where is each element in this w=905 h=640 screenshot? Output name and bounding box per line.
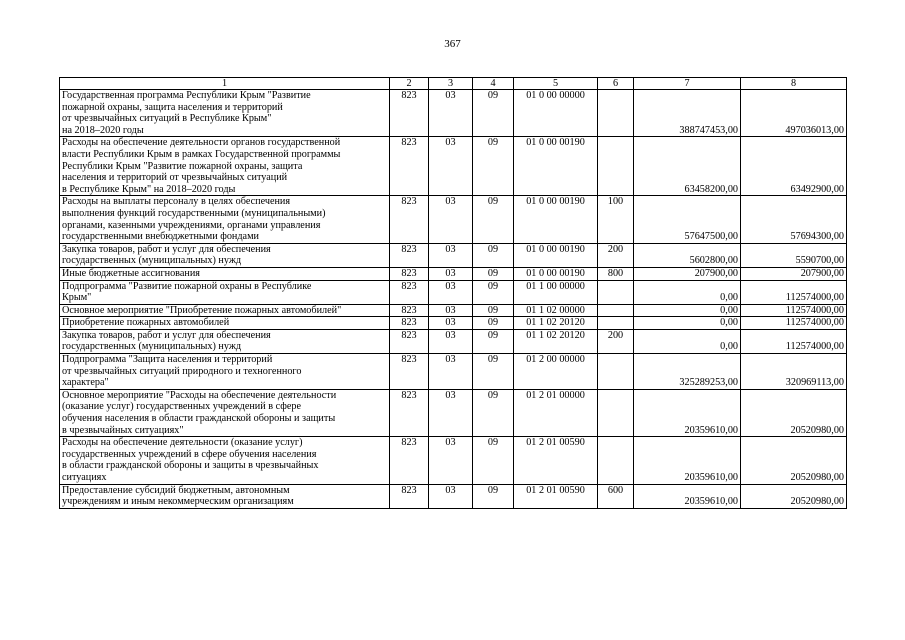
section-code: 03 — [429, 484, 473, 508]
description-line: Приобретение пожарных автомобилей — [62, 317, 230, 329]
description-line: государственных (муниципальных) нужд — [62, 255, 242, 267]
table-row — [60, 437, 847, 484]
expense-type-code: 600 — [598, 484, 634, 508]
column-header-3: 3 — [429, 78, 473, 90]
table-row — [60, 267, 847, 280]
subsection-code: 09 — [473, 437, 514, 484]
description-line: Расходы на выплаты персоналу в целях обеспечения — [62, 196, 291, 208]
page-number: 367 — [444, 38, 461, 50]
table-body — [60, 90, 847, 509]
table-row — [60, 243, 847, 267]
expense-type-code — [598, 317, 634, 330]
description-line: на 2018–2020 годы — [62, 124, 144, 136]
amount-2019: 20359610,00 — [634, 437, 741, 484]
subsection-code: 09 — [473, 329, 514, 353]
description-line: в области гражданской обороны и защиты в чрезвычайных — [62, 460, 319, 472]
subsection-code: 09 — [473, 484, 514, 508]
description-line: от чрезвычайных ситуаций в Республике Крым" — [62, 113, 272, 125]
section-code: 03 — [429, 354, 473, 390]
amount-2019: 20359610,00 — [634, 389, 741, 436]
target-article-code: 01 2 01 00000 — [514, 389, 598, 436]
subsection-code: 09 — [473, 389, 514, 436]
row-description — [60, 90, 390, 137]
table-row — [60, 484, 847, 508]
amount-2020: 112574000,00 — [741, 280, 847, 304]
expense-type-code — [598, 90, 634, 137]
ministry-code: 823 — [390, 304, 429, 317]
expense-type-code — [598, 137, 634, 196]
ministry-code: 823 — [390, 267, 429, 280]
section-code: 03 — [429, 137, 473, 196]
description-line: обучения населения в области гражданской обороны и защиты — [62, 413, 336, 425]
column-header-8: 8 — [741, 78, 847, 90]
target-article-code: 01 1 02 20120 — [514, 317, 598, 330]
table-row — [60, 137, 847, 196]
description-line: от чрезвычайных ситуаций природного и техногенного — [62, 365, 302, 377]
subsection-code: 09 — [473, 267, 514, 280]
target-article-code: 01 0 00 00190 — [514, 137, 598, 196]
description-line: Подпрограмма "Развитие пожарной охраны в Республике — [62, 280, 312, 292]
description-line: Основное мероприятие "Расходы на обеспечение деятельности — [62, 389, 337, 401]
row-description — [60, 484, 390, 508]
subsection-code: 09 — [473, 317, 514, 330]
amount-2019: 0,00 — [634, 280, 741, 304]
table-row — [60, 196, 847, 243]
description-line: в чрезвычайных ситуациях" — [62, 424, 184, 436]
section-code: 03 — [429, 317, 473, 330]
expense-type-code — [598, 354, 634, 390]
table-row — [60, 354, 847, 390]
target-article-code: 01 1 02 20120 — [514, 329, 598, 353]
amount-2019: 5602800,00 — [634, 243, 741, 267]
subsection-code: 09 — [473, 280, 514, 304]
description-line: Расходы на обеспечение деятельности (оказание услуг) — [62, 437, 303, 449]
description-line: Предоставление субсидий бюджетным, автономным — [62, 484, 290, 496]
description-line: в Республике Крым" на 2018–2020 годы — [62, 183, 236, 195]
row-description — [60, 317, 390, 330]
section-code: 03 — [429, 437, 473, 484]
table-row — [60, 329, 847, 353]
description-line: выполнения функций государственными (муниципальными) — [62, 207, 326, 219]
description-line: государственных (муниципальных) нужд — [62, 341, 242, 353]
amount-2020: 20520980,00 — [741, 437, 847, 484]
expense-type-code — [598, 304, 634, 317]
ministry-code: 823 — [390, 90, 429, 137]
ministry-code: 823 — [390, 329, 429, 353]
description-line: пожарной охраны, защита населения и территорий — [62, 101, 283, 113]
column-header-7: 7 — [634, 78, 741, 90]
amount-2019: 0,00 — [634, 329, 741, 353]
expense-type-code — [598, 437, 634, 484]
section-code: 03 — [429, 304, 473, 317]
section-code: 03 — [429, 329, 473, 353]
amount-2020: 57694300,00 — [741, 196, 847, 243]
expense-type-code — [598, 389, 634, 436]
amount-2020: 320969113,00 — [741, 354, 847, 390]
description-line: Государственная программа Республики Крым "Развитие — [62, 90, 311, 101]
ministry-code: 823 — [390, 354, 429, 390]
row-description — [60, 329, 390, 353]
ministry-code: 823 — [390, 196, 429, 243]
amount-2019: 57647500,00 — [634, 196, 741, 243]
subsection-code: 09 — [473, 137, 514, 196]
expense-type-code: 200 — [598, 329, 634, 353]
row-description — [60, 354, 390, 390]
amount-2019: 0,00 — [634, 317, 741, 330]
description-line: (оказание услуг) государственных учреждений в сфере — [62, 401, 301, 413]
amount-2020: 63492900,00 — [741, 137, 847, 196]
amount-2020: 20520980,00 — [741, 389, 847, 436]
description-line: органами, казенными учреждениями, органами управления — [62, 219, 321, 231]
subsection-code: 09 — [473, 304, 514, 317]
amount-2020: 5590700,00 — [741, 243, 847, 267]
amount-2019: 0,00 — [634, 304, 741, 317]
ministry-code: 823 — [390, 317, 429, 330]
description-line: власти Республики Крым в рамках Государственной программы — [62, 148, 341, 160]
description-line: Закупка товаров, работ и услуг для обеспечения — [62, 329, 271, 341]
table-row — [60, 90, 847, 137]
amount-2020: 112574000,00 — [741, 304, 847, 317]
target-article-code: 01 2 01 00590 — [514, 484, 598, 508]
description-line: государственных учреждений в сфере обучения населения — [62, 448, 317, 460]
amount-2019: 388747453,00 — [634, 90, 741, 137]
amount-2019: 20359610,00 — [634, 484, 741, 508]
section-code: 03 — [429, 243, 473, 267]
expense-type-code: 200 — [598, 243, 634, 267]
description-line: населения и территорий от чрезвычайных ситуаций — [62, 172, 288, 184]
description-line: государственными внебюджетными фондами — [62, 231, 259, 243]
row-description — [60, 267, 390, 280]
row-description — [60, 304, 390, 317]
subsection-code: 09 — [473, 243, 514, 267]
row-description — [60, 280, 390, 304]
description-line: Республики Крым "Развитие пожарной охраны, защита — [62, 160, 303, 172]
amount-2020: 20520980,00 — [741, 484, 847, 508]
description-line: Крым" — [62, 292, 92, 304]
amount-2019: 63458200,00 — [634, 137, 741, 196]
section-code: 03 — [429, 280, 473, 304]
description-line: Основное мероприятие "Приобретение пожарных автомобилей" — [62, 304, 342, 316]
amount-2020: 497036013,00 — [741, 90, 847, 137]
row-description — [60, 196, 390, 243]
description-line: учреждениям и иным некоммерческим организациям — [62, 496, 294, 508]
row-description — [60, 437, 390, 484]
ministry-code: 823 — [390, 280, 429, 304]
description-line: Закупка товаров, работ и услуг для обеспечения — [62, 243, 271, 255]
section-code: 03 — [429, 196, 473, 243]
column-header-2: 2 — [390, 78, 429, 90]
row-description — [60, 243, 390, 267]
target-article-code: 01 0 00 00000 — [514, 90, 598, 137]
table-header-row — [60, 78, 847, 90]
description-line: Подпрограмма "Защита населения и территорий — [62, 354, 273, 366]
section-code: 03 — [429, 389, 473, 436]
description-line: характера" — [62, 377, 109, 389]
amount-2019: 207900,00 — [634, 267, 741, 280]
target-article-code: 01 2 01 00590 — [514, 437, 598, 484]
subsection-code: 09 — [473, 90, 514, 137]
description-line: ситуациях — [62, 472, 107, 483]
table-row — [60, 280, 847, 304]
subsection-code: 09 — [473, 354, 514, 390]
row-description — [60, 389, 390, 436]
column-header-6: 6 — [598, 78, 634, 90]
amount-2020: 207900,00 — [741, 267, 847, 280]
section-code: 03 — [429, 267, 473, 280]
ministry-code: 823 — [390, 484, 429, 508]
ministry-code: 823 — [390, 389, 429, 436]
target-article-code: 01 0 00 00190 — [514, 196, 598, 243]
ministry-code: 823 — [390, 137, 429, 196]
subsection-code: 09 — [473, 196, 514, 243]
row-description — [60, 137, 390, 196]
section-code: 03 — [429, 90, 473, 137]
budget-table — [59, 77, 847, 509]
expense-type-code: 100 — [598, 196, 634, 243]
target-article-code: 01 1 02 00000 — [514, 304, 598, 317]
expense-type-code — [598, 280, 634, 304]
target-article-code: 01 2 00 00000 — [514, 354, 598, 390]
expense-type-code: 800 — [598, 267, 634, 280]
target-article-code: 01 0 00 00190 — [514, 267, 598, 280]
table-row — [60, 304, 847, 317]
amount-2020: 112574000,00 — [741, 329, 847, 353]
target-article-code: 01 0 00 00190 — [514, 243, 598, 267]
column-header-1: 1 — [60, 78, 390, 90]
column-header-5: 5 — [514, 78, 598, 90]
table-row — [60, 317, 847, 330]
amount-2019: 325289253,00 — [634, 354, 741, 390]
description-line: Расходы на обеспечение деятельности органов государственной — [62, 137, 341, 149]
column-header-4: 4 — [473, 78, 514, 90]
description-line: Иные бюджетные ассигнования — [62, 267, 200, 279]
amount-2020: 112574000,00 — [741, 317, 847, 330]
ministry-code: 823 — [390, 243, 429, 267]
ministry-code: 823 — [390, 437, 429, 484]
target-article-code: 01 1 00 00000 — [514, 280, 598, 304]
table-row — [60, 389, 847, 436]
